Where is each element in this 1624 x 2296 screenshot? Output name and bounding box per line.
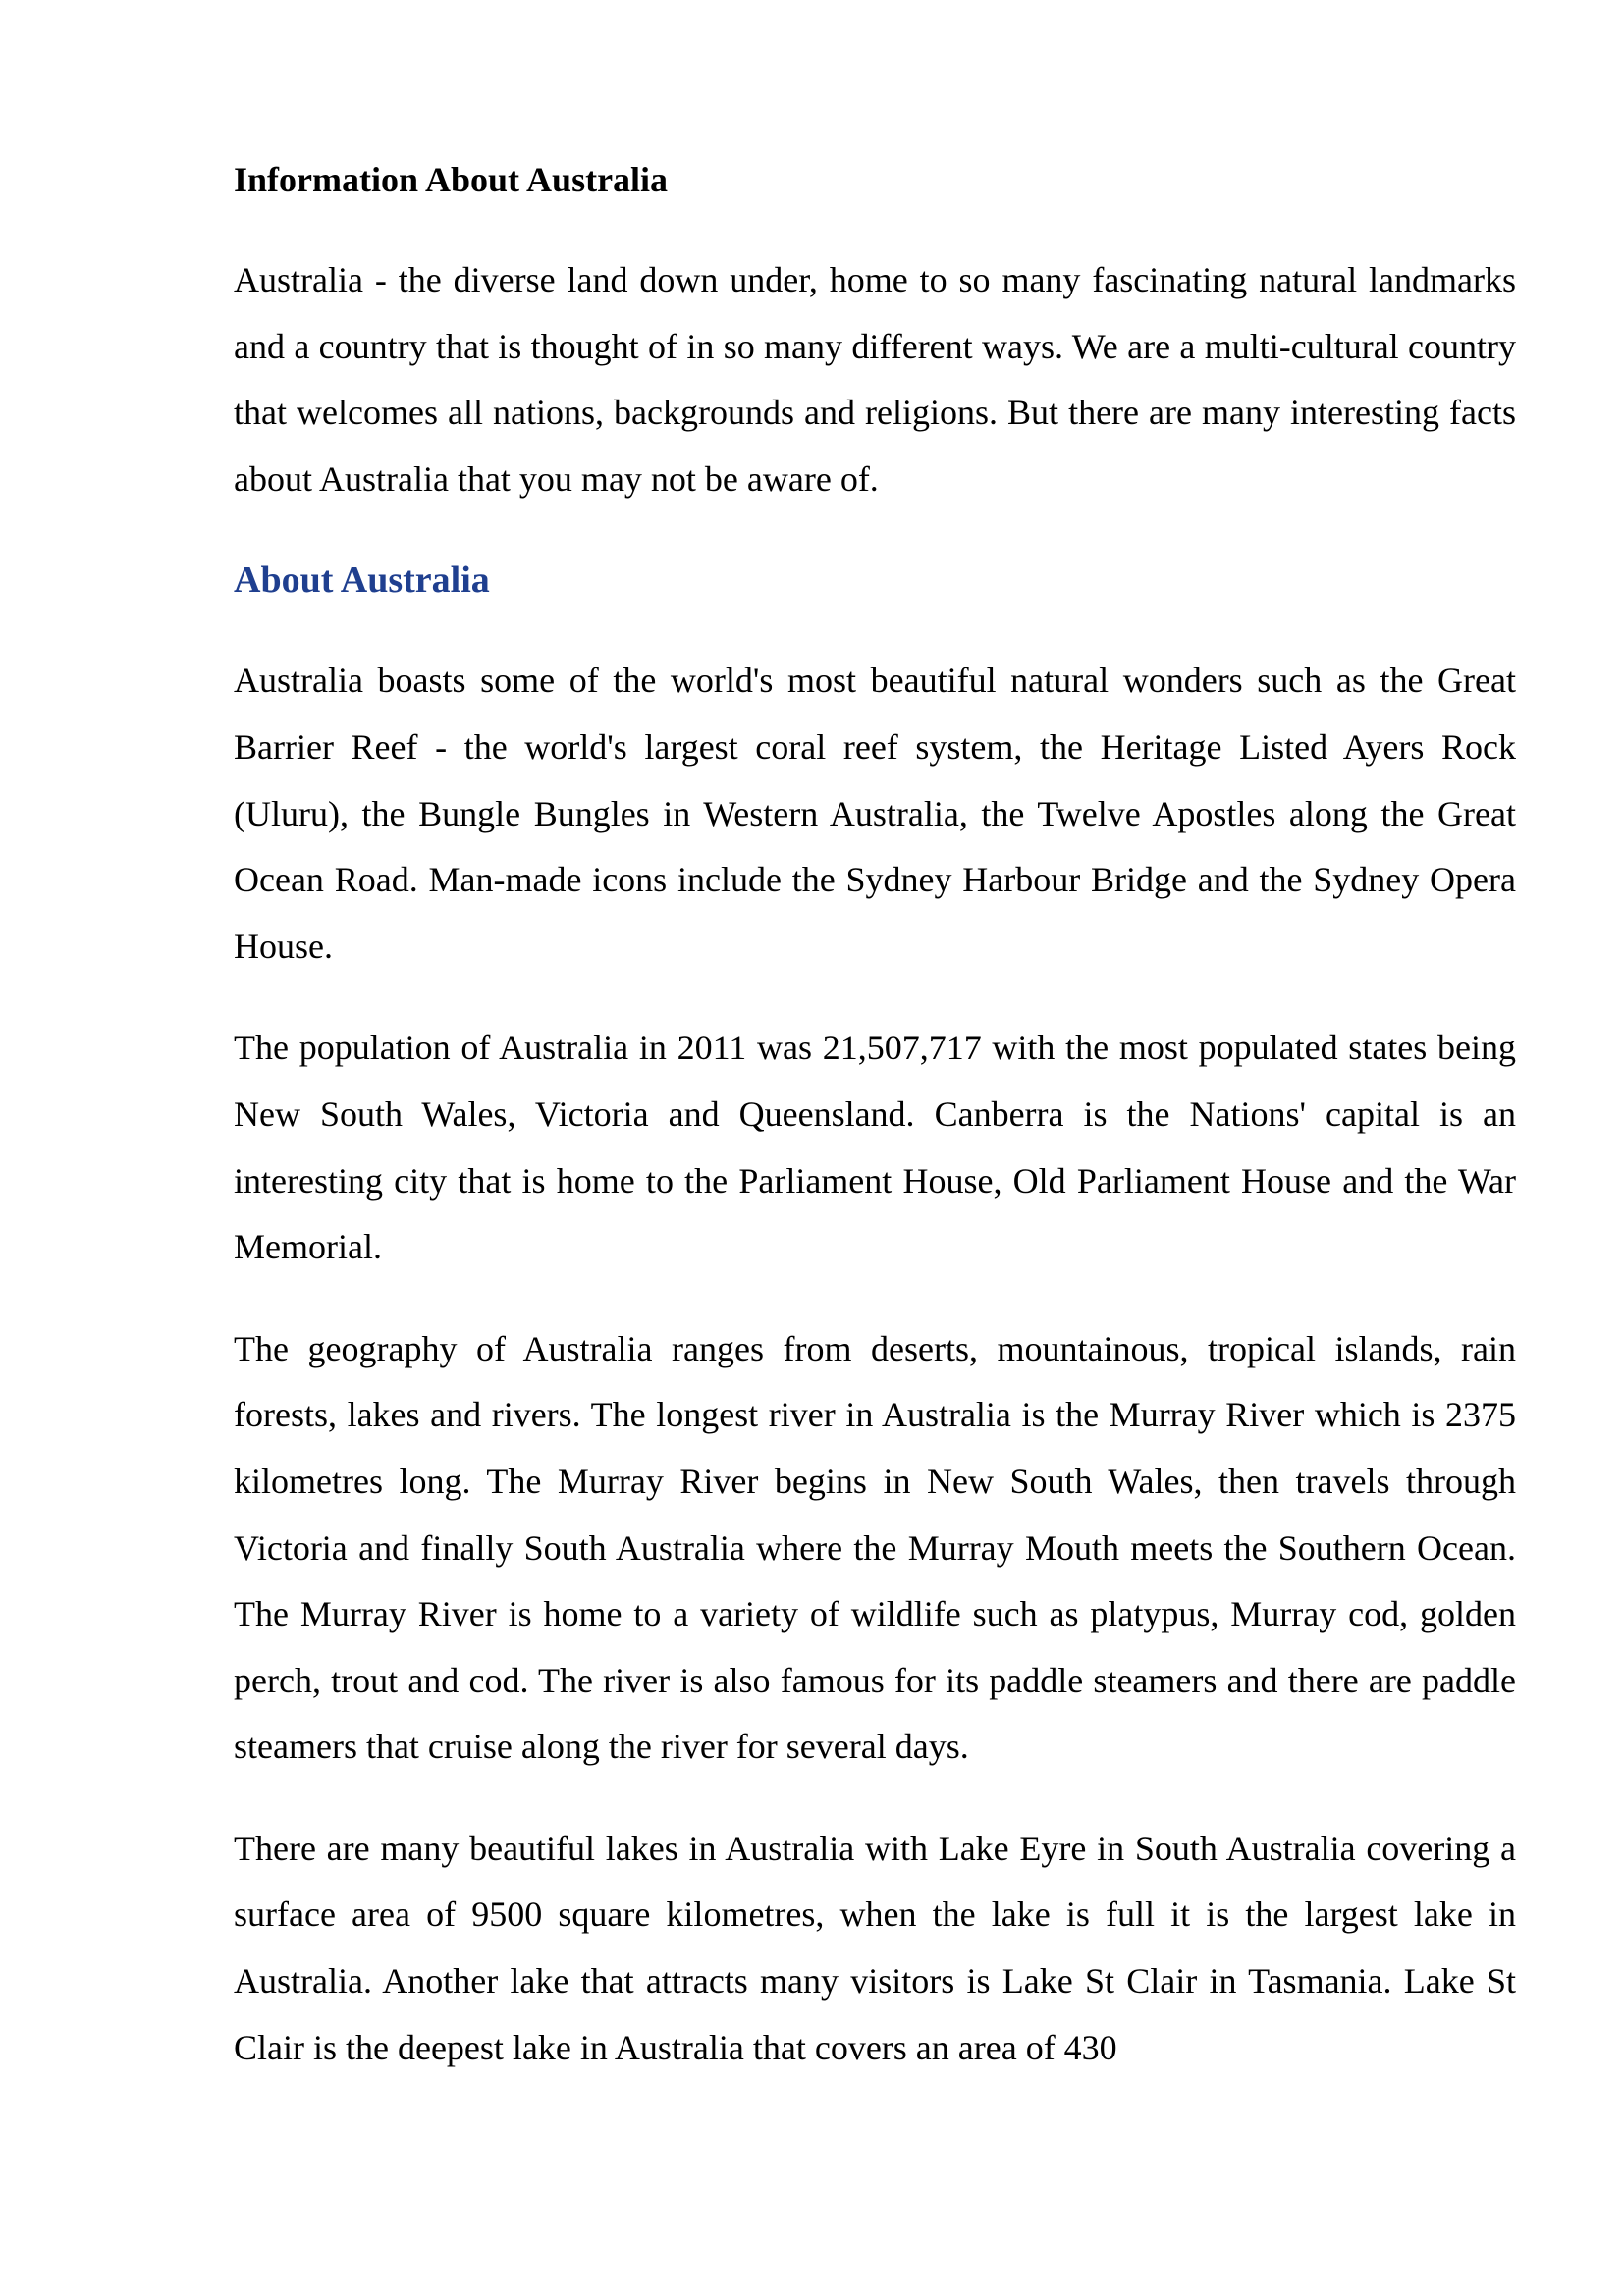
intro-paragraph: Australia - the diverse land down under, home to so many fascinating natural landmarks and a country that is thought of in so many different ways. We are a multi-cultural country that welcomes all nations, backgrounds and religions. But there are many interesting facts about Australia that you may not be aware of. bbox=[234, 260, 1516, 499]
paragraph-natural-wonders: Australia boasts some of the world's most beautiful natural wonders such as the Great Barrier Reef - the world's largest coral reef system, the Heritage Listed Ayers Rock (Uluru), the Bungle Bungles in Western Australia, the Twelve Apostles along the Great Ocean Road. Man-made icons include the Sydney Harbour Bridge and the Sydney Opera House. bbox=[234, 661, 1516, 966]
paragraph-population: The population of Australia in 2011 was 21,507,717 with the most populated states being New South Wales, Victoria and Queensland. Canberra is the Nations' capital is an interesting city that is home to the Parliament House, Old Parliament House and the War Memorial. bbox=[234, 1028, 1516, 1267]
paragraph-lakes: There are many beautiful lakes in Australia with Lake Eyre in South Australia covering a surface area of 9500 square kilometres, when the lake is full it is the largest lake in Australia. Another lake that attracts many visitors is Lake St Clair in Tasmania. Lake St Clair is the deepest lake in Australia that covers an area of 430 bbox=[234, 1828, 1516, 2067]
document-page bbox=[234, 147, 1516, 2116]
paragraph-geography: The geography of Australia ranges from deserts, mountainous, tropical islands, rain forests, lakes and rivers. The longest river in Australia is the Murray River which is 2375 kilometres long. The Murray River begins in New South Wales, then travels through Victoria and finally South Australia where the Murray Mouth meets the Southern Ocean. The Murray River is home to a variety of wildlife such as platypus, Murray cod, golden perch, trout and cod. The river is also famous for its paddle steamers and there are paddle steamers that cruise along the river for several days. bbox=[234, 1328, 1516, 1767]
document-title: Information About Australia bbox=[234, 160, 669, 199]
section-heading: About Australia bbox=[234, 560, 490, 602]
